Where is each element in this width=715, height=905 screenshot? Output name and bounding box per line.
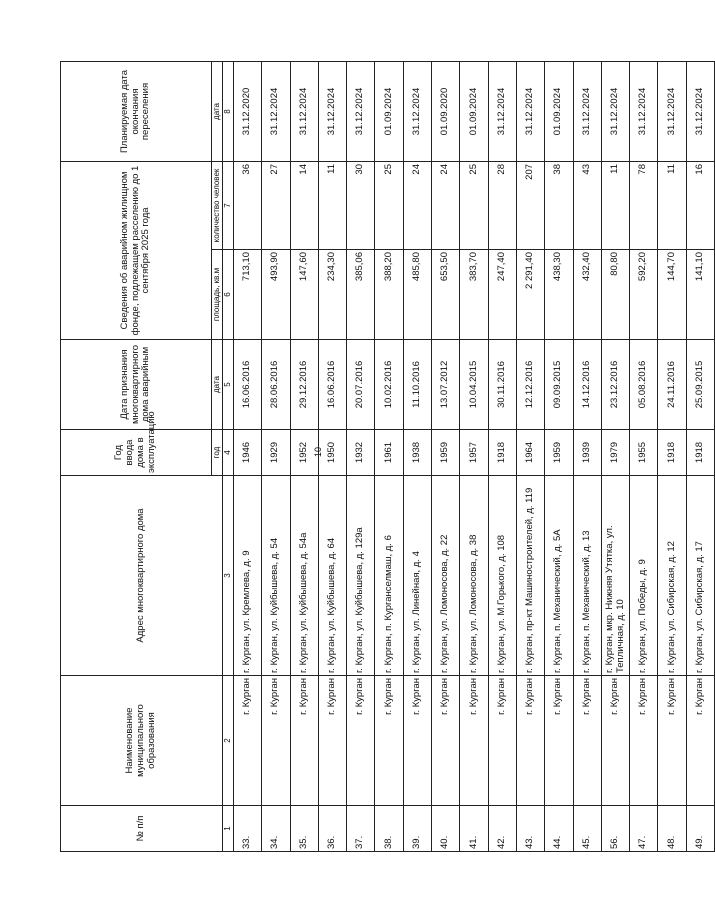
column-number: 3 (223, 476, 234, 676)
municipality-cell: г. Курган (460, 676, 488, 806)
people-cell: 11 (601, 161, 629, 249)
area-cell: 141,10 (686, 250, 714, 340)
planned-date-cell: 31.12.2024 (516, 61, 544, 161)
year-cell: 1955 (630, 430, 658, 476)
area-cell: 432,40 (573, 250, 601, 340)
row-number: 35. (290, 806, 318, 852)
address-cell: г. Курган, ул. Кремлева, д. 9 (234, 476, 262, 676)
subheader-planned: дата (212, 61, 223, 161)
address-cell: г. Курган, ул. Сибирская, д. 12 (658, 476, 686, 676)
municipality-cell: г. Курган (432, 676, 460, 806)
people-cell: 24 (403, 161, 431, 249)
recognition-date-cell: 30.11.2016 (488, 340, 516, 430)
area-cell: 713,10 (234, 250, 262, 340)
row-number: 45. (573, 806, 601, 852)
row-number: 48. (658, 806, 686, 852)
subheader-date: дата (212, 340, 223, 430)
table-row (432, 61, 460, 851)
row-number: 34. (262, 806, 290, 852)
row-number: 40. (432, 806, 460, 852)
address-cell: г. Курган, ул. Куйбышева, д. 54а (290, 476, 318, 676)
municipality-cell: г. Курган (658, 676, 686, 806)
area-cell: 234,30 (318, 250, 346, 340)
planned-date-cell: 01.09.2024 (375, 61, 403, 161)
header-address: Адрес многоквартирного дома (61, 476, 223, 676)
planned-date-cell: 01.09.2020 (432, 61, 460, 161)
year-cell: 1946 (234, 430, 262, 476)
header-num: № п/п (61, 806, 223, 852)
table-row (488, 61, 516, 851)
planned-date-cell: 31.12.2024 (601, 61, 629, 161)
table-row (460, 61, 488, 851)
area-cell: 385,06 (347, 250, 375, 340)
address-cell: г. Курган, ул. Ломоносова, д. 22 (432, 476, 460, 676)
municipality-cell: г. Курган (516, 676, 544, 806)
header-recognition-group: Дата признания многоквартирного дома аварийным (61, 340, 212, 430)
column-number: 8 (223, 61, 234, 161)
recognition-date-cell: 16.06.2016 (318, 340, 346, 430)
recognition-date-cell: 14.12.2016 (573, 340, 601, 430)
row-number: 56. (601, 806, 629, 852)
row-number: 43. (516, 806, 544, 852)
header-municipality: Наименование муниципального образования (61, 676, 223, 806)
municipality-cell: г. Курган (545, 676, 573, 806)
year-cell: 1918 (686, 430, 714, 476)
year-cell: 1952 (290, 430, 318, 476)
area-cell: 247,40 (488, 250, 516, 340)
municipality-cell: г. Курган (318, 676, 346, 806)
recognition-date-cell: 25.09.2015 (686, 340, 714, 430)
planned-date-cell: 31.12.2024 (630, 61, 658, 161)
area-cell: 383,70 (460, 250, 488, 340)
people-cell: 30 (347, 161, 375, 249)
people-cell: 11 (658, 161, 686, 249)
people-cell: 28 (488, 161, 516, 249)
table-row (545, 61, 573, 851)
year-cell: 1959 (545, 430, 573, 476)
area-cell: 485,80 (403, 250, 431, 340)
row-number: 33. (234, 806, 262, 852)
emergency-housing-table (60, 61, 715, 852)
year-cell: 1950 (318, 430, 346, 476)
row-number: 37. (347, 806, 375, 852)
people-cell: 27 (262, 161, 290, 249)
recognition-date-cell: 09.09.2015 (545, 340, 573, 430)
subheader-year: год (212, 430, 223, 476)
area-cell: 653,50 (432, 250, 460, 340)
people-cell: 11 (318, 161, 346, 249)
municipality-cell: г. Курган (234, 676, 262, 806)
column-number-row (223, 61, 234, 851)
table-row (290, 61, 318, 851)
people-cell: 16 (686, 161, 714, 249)
planned-date-cell: 31.12.2024 (290, 61, 318, 161)
row-number: 49. (686, 806, 714, 852)
row-number: 41. (460, 806, 488, 852)
column-number: 7 (223, 161, 234, 249)
municipality-cell: г. Курган (403, 676, 431, 806)
people-cell: 43 (573, 161, 601, 249)
table-row (318, 61, 346, 851)
recognition-date-cell: 10.04.2015 (460, 340, 488, 430)
year-cell: 1918 (658, 430, 686, 476)
address-cell: г. Курган, ул. Куйбышева, д. 64 (318, 476, 346, 676)
address-cell: г. Курган, мкр. Нижняя Утятка, ул. Тепличная, д. 10 (601, 476, 629, 676)
table-row (601, 61, 629, 851)
address-cell: г. Курган, п. Механический, д. 5А (545, 476, 573, 676)
header-planned-group: Планируемая дата окончания переселения (61, 61, 212, 161)
year-cell: 1961 (375, 430, 403, 476)
area-cell: 388,20 (375, 250, 403, 340)
address-cell: г. Курган, ул. Сибирская, д. 17 (686, 476, 714, 676)
area-cell: 493,90 (262, 250, 290, 340)
planned-date-cell: 31.12.2020 (234, 61, 262, 161)
address-cell: г. Курган, п. Механический, д. 13 (573, 476, 601, 676)
row-number: 44. (545, 806, 573, 852)
planned-date-cell: 01.09.2024 (460, 61, 488, 161)
row-number: 47. (630, 806, 658, 852)
table-row (686, 61, 714, 851)
people-cell: 36 (234, 161, 262, 249)
subheader-area: площадь, кв.м (212, 250, 223, 340)
year-cell: 1959 (432, 430, 460, 476)
rotated-table-container (60, 62, 705, 852)
people-cell: 38 (545, 161, 573, 249)
address-cell: г. Курган, ул. Ломоносова, д. 38 (460, 476, 488, 676)
year-cell: 1918 (488, 430, 516, 476)
table-row (630, 61, 658, 851)
planned-date-cell: 31.12.2024 (403, 61, 431, 161)
planned-date-cell: 31.12.2024 (658, 61, 686, 161)
year-cell: 1929 (262, 430, 290, 476)
recognition-date-cell: 11.10.2016 (403, 340, 431, 430)
municipality-cell: г. Курган (262, 676, 290, 806)
municipality-cell: г. Курган (347, 676, 375, 806)
planned-date-cell: 31.12.2024 (318, 61, 346, 161)
municipality-cell: г. Курган (686, 676, 714, 806)
recognition-date-cell: 20.07.2016 (347, 340, 375, 430)
table-row (403, 61, 431, 851)
table-row (234, 61, 262, 851)
column-number: 1 (223, 806, 234, 852)
subheader-people: количество человек (212, 161, 223, 249)
address-cell: г. Курган, пр-кт Машиностроителей, д. 119 (516, 476, 544, 676)
page-number: 10 (313, 447, 323, 458)
municipality-cell: г. Курган (601, 676, 629, 806)
row-number: 36. (318, 806, 346, 852)
recognition-date-cell: 28.06.2016 (262, 340, 290, 430)
recognition-date-cell: 10.02.2016 (375, 340, 403, 430)
area-cell: 147,60 (290, 250, 318, 340)
header-year-group: Год ввода дома в эксплуатацию (61, 430, 212, 476)
table-row (262, 61, 290, 851)
table-row (516, 61, 544, 851)
people-cell: 14 (290, 161, 318, 249)
year-cell: 1964 (516, 430, 544, 476)
year-cell: 1979 (601, 430, 629, 476)
year-cell: 1957 (460, 430, 488, 476)
planned-date-cell: 31.12.2024 (686, 61, 714, 161)
year-cell: 1939 (573, 430, 601, 476)
row-number: 42. (488, 806, 516, 852)
planned-date-cell: 31.12.2024 (573, 61, 601, 161)
year-cell: 1938 (403, 430, 431, 476)
header-fund-group: Сведения об аварийном жилищном фонде, подлежащем расселению до 1 сентября 2025 года (61, 161, 212, 339)
address-cell: г. Курган, ул. М.Горького, д. 108 (488, 476, 516, 676)
municipality-cell: г. Курган (488, 676, 516, 806)
area-cell: 438,30 (545, 250, 573, 340)
table-row (573, 61, 601, 851)
planned-date-cell: 01.09.2024 (545, 61, 573, 161)
municipality-cell: г. Курган (630, 676, 658, 806)
year-cell: 1932 (347, 430, 375, 476)
address-cell: г. Курган, ул. Куйбышева, д. 129а (347, 476, 375, 676)
recognition-date-cell: 16.06.2016 (234, 340, 262, 430)
people-cell: 207 (516, 161, 544, 249)
municipality-cell: г. Курган (375, 676, 403, 806)
table-row (347, 61, 375, 851)
planned-date-cell: 31.12.2024 (347, 61, 375, 161)
table-body (234, 61, 715, 851)
people-cell: 78 (630, 161, 658, 249)
recognition-date-cell: 23.12.2016 (601, 340, 629, 430)
column-number: 6 (223, 250, 234, 340)
area-cell: 144,70 (658, 250, 686, 340)
area-cell: 80,80 (601, 250, 629, 340)
area-cell: 2 291,40 (516, 250, 544, 340)
people-cell: 25 (375, 161, 403, 249)
recognition-date-cell: 24.11.2016 (658, 340, 686, 430)
address-cell: г. Курган, ул. Победы, д. 9 (630, 476, 658, 676)
row-number: 39. (403, 806, 431, 852)
recognition-date-cell: 29.12.2016 (290, 340, 318, 430)
recognition-date-cell: 12.12.2016 (516, 340, 544, 430)
address-cell: г. Курган, ул. Линейная, д. 4 (403, 476, 431, 676)
planned-date-cell: 31.12.2024 (262, 61, 290, 161)
column-number: 2 (223, 676, 234, 806)
municipality-cell: г. Курган (290, 676, 318, 806)
recognition-date-cell: 13.07.2012 (432, 340, 460, 430)
planned-date-cell: 31.12.2024 (488, 61, 516, 161)
people-cell: 24 (432, 161, 460, 249)
row-number: 38. (375, 806, 403, 852)
recognition-date-cell: 05.08.2016 (630, 340, 658, 430)
address-cell: г. Курган, ул. Куйбышева, д. 54 (262, 476, 290, 676)
table-row (375, 61, 403, 851)
people-cell: 25 (460, 161, 488, 249)
table-row (658, 61, 686, 851)
column-number: 4 (223, 430, 234, 476)
column-number: 5 (223, 340, 234, 430)
address-cell: г. Курган, п. Курганселмаш, д. 6 (375, 476, 403, 676)
area-cell: 592,20 (630, 250, 658, 340)
municipality-cell: г. Курган (573, 676, 601, 806)
